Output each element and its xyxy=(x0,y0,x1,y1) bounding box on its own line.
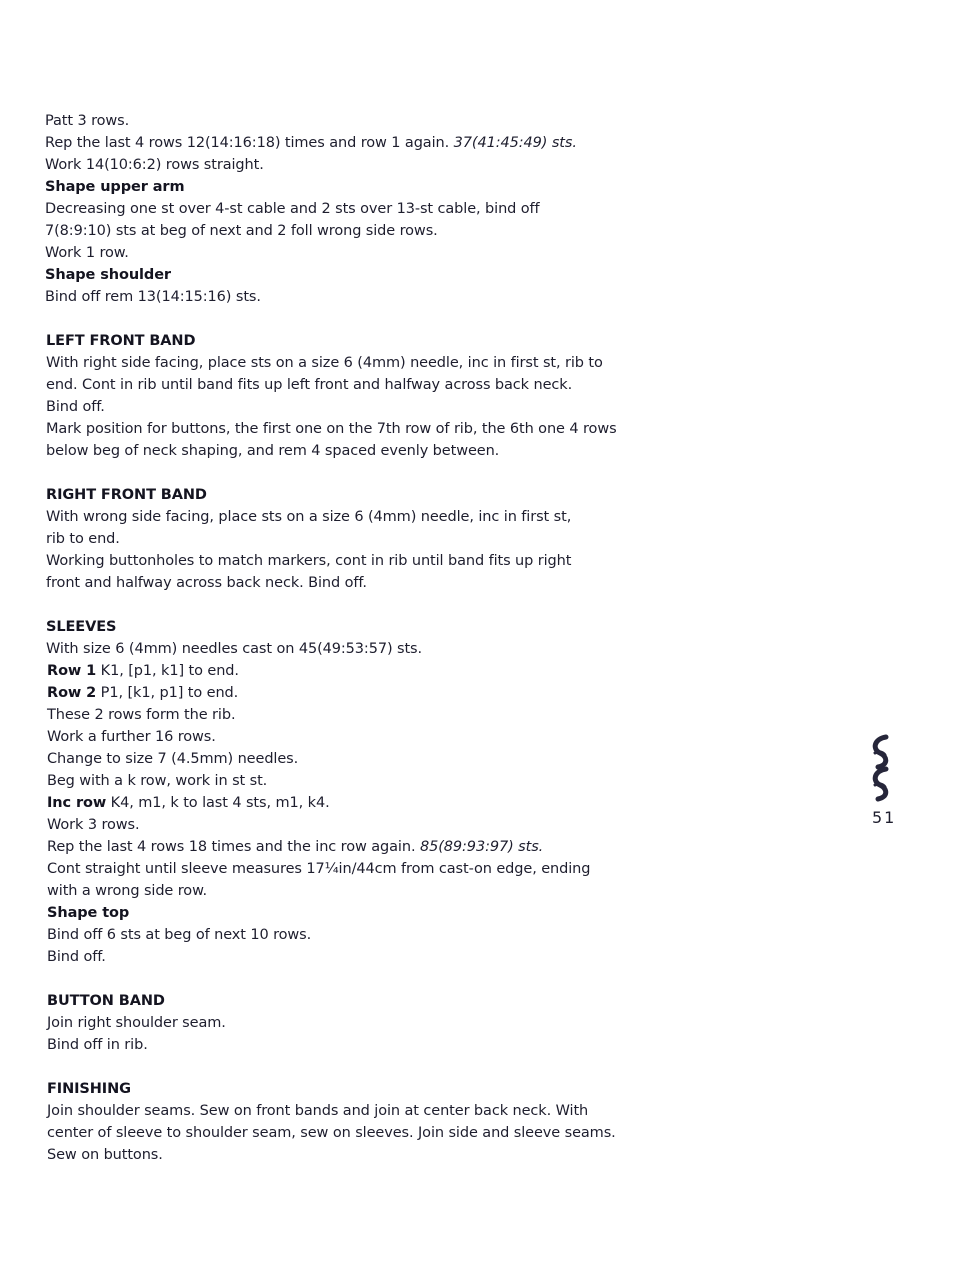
instruction-line: With wrong side facing, place sts on a size 6 (4mm) needle, inc in first st, xyxy=(46,509,572,525)
instruction-line: front and halfway across back neck. Bind off. xyxy=(46,575,367,591)
section-heading-button-band: BUTTON BAND xyxy=(47,993,165,1009)
instruction-line: end. Cont in rib until band fits up left front and halfway across back neck. xyxy=(46,377,573,393)
chain-link-icon xyxy=(866,733,896,803)
instruction-line: Join shoulder seams. Sew on front bands and join at center back neck. With xyxy=(47,1103,589,1119)
instruction-line: Work a further 16 rows. xyxy=(47,729,216,745)
instruction-line: Change to size 7 (4.5mm) needles. xyxy=(47,751,299,767)
instruction-line xyxy=(47,682,238,704)
stitch-count: 85(89:93:97) sts. xyxy=(419,839,544,855)
instruction-text: K1, [p1, k1] to end. xyxy=(96,663,239,679)
page-number: 51 xyxy=(872,808,897,827)
instruction-line: These 2 rows form the rib. xyxy=(47,707,236,723)
instruction-line: Bind off rem 13(14:15:16) sts. xyxy=(45,289,261,305)
row-label: Row 1 xyxy=(47,663,97,679)
instruction-line: center of sleeve to shoulder seam, sew on sleeves. Join side and sleeve seams. xyxy=(47,1125,616,1141)
instruction-line: Patt 3 rows. xyxy=(45,113,130,129)
section-heading-right-front-band: RIGHT FRONT BAND xyxy=(46,487,207,503)
row-label: Inc row xyxy=(47,795,107,811)
instruction-text: K4, m1, k to last 4 sts, m1, k4. xyxy=(106,795,330,811)
instruction-line xyxy=(45,132,577,154)
instruction-line: Decreasing one st over 4-st cable and 2 sts over 13-st cable, bind off xyxy=(45,201,540,217)
instruction-text: Rep the last 4 rows 12(14:16:18) times and row 1 again. xyxy=(45,135,454,151)
instruction-line: rib to end. xyxy=(46,531,120,547)
instruction-text: Rep the last 4 rows 18 times and the inc row again. xyxy=(47,839,420,855)
instruction-line: 7(8:9:10) sts at beg of next and 2 foll wrong side rows. xyxy=(45,223,438,239)
instruction-line: With size 6 (4mm) needles cast on 45(49:53:57) sts. xyxy=(46,641,423,657)
subheading-shape-shoulder: Shape shoulder xyxy=(45,267,171,283)
instruction-line xyxy=(47,836,543,858)
instruction-line: Mark position for buttons, the first one on the 7th row of rib, the 6th one 4 rows xyxy=(46,421,617,437)
row-label: Row 2 xyxy=(47,685,97,701)
instruction-line: Sew on buttons. xyxy=(47,1147,163,1163)
instruction-line: with a wrong side row. xyxy=(47,883,208,899)
stitch-count: 37(41:45:49) sts. xyxy=(453,135,577,151)
instruction-line: Work 14(10:6:2) rows straight. xyxy=(45,157,264,173)
instruction-line: Beg with a k row, work in st st. xyxy=(47,773,268,789)
section-heading-sleeves: SLEEVES xyxy=(46,619,117,635)
instruction-line: Bind off 6 sts at beg of next 10 rows. xyxy=(47,927,312,943)
instruction-text: P1, [k1, p1] to end. xyxy=(96,685,239,701)
section-heading-finishing: FINISHING xyxy=(47,1081,131,1097)
instruction-line xyxy=(47,792,330,814)
section-heading-left-front-band: LEFT FRONT BAND xyxy=(46,333,196,349)
subheading-shape-upper-arm: Shape upper arm xyxy=(45,179,185,195)
instruction-line: Cont straight until sleeve measures 17¼in/44cm from cast-on edge, ending xyxy=(47,861,591,877)
instruction-line: Work 1 row. xyxy=(45,245,129,261)
instruction-line: Bind off in rib. xyxy=(47,1037,148,1053)
instruction-line: Bind off. xyxy=(47,949,106,965)
instruction-line xyxy=(47,660,239,682)
instruction-line: Join right shoulder seam. xyxy=(47,1015,226,1031)
instruction-line: Bind off. xyxy=(46,399,105,415)
instruction-line: below beg of neck shaping, and rem 4 spaced evenly between. xyxy=(46,443,500,459)
instruction-line: With right side facing, place sts on a size 6 (4mm) needle, inc in first st, rib to xyxy=(46,355,603,371)
instruction-line: Work 3 rows. xyxy=(47,817,140,833)
subheading-shape-top: Shape top xyxy=(47,905,130,921)
instruction-line: Working buttonholes to match markers, cont in rib until band fits up right xyxy=(46,553,572,569)
